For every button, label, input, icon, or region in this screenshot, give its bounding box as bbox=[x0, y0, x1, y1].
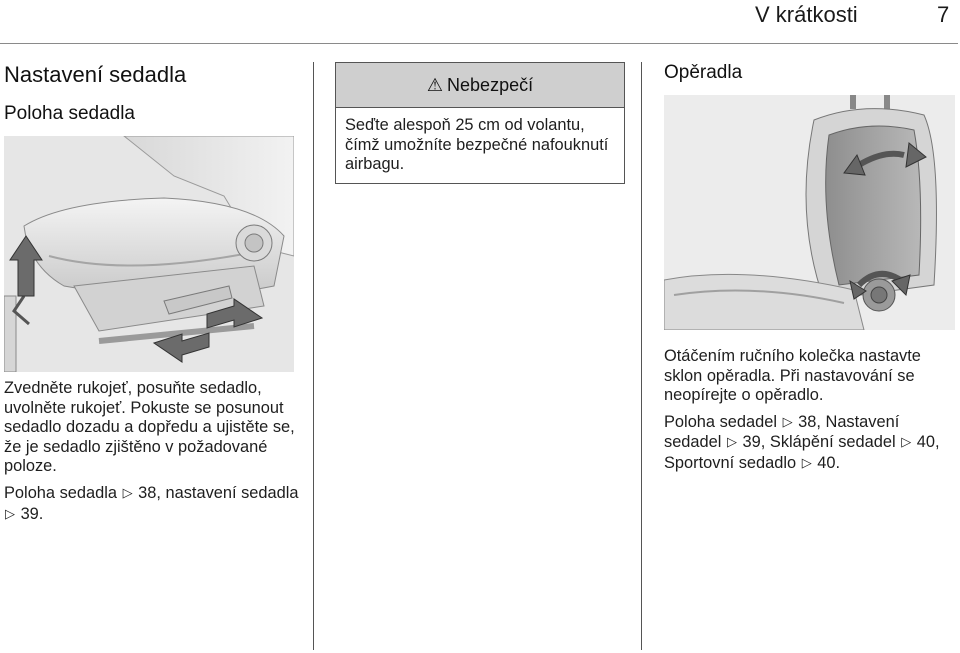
reference-text: Poloha sedadel bbox=[664, 412, 778, 431]
backrest-paragraph: Otáčením ručního kolečka nastavte sklon opěradla. Při nastavování se neopírejte o opěradlo. bbox=[664, 347, 921, 405]
section-heading: Nastavení sedadla bbox=[4, 62, 187, 87]
header-rule bbox=[0, 43, 958, 44]
reference-text: Poloha sedadla bbox=[4, 483, 118, 502]
reference-text: , nastavení sedadla bbox=[156, 483, 299, 502]
seat-position-instructions bbox=[4, 379, 304, 530]
warning-box bbox=[335, 62, 625, 184]
reference-page-link[interactable]: 38 bbox=[138, 483, 157, 502]
seat-position-references bbox=[4, 483, 304, 524]
page-number: 7 bbox=[937, 2, 950, 27]
backrest-heading: Opěradla bbox=[664, 62, 743, 83]
column-divider-1 bbox=[313, 62, 314, 650]
backrest-references bbox=[664, 412, 954, 474]
cross-reference-icon: ▷ bbox=[782, 413, 793, 429]
cross-reference-icon: ▷ bbox=[801, 454, 812, 470]
reference-page-link[interactable]: 40. bbox=[817, 453, 841, 472]
reference-page-link[interactable]: 39, Sklápění sedadel bbox=[742, 433, 896, 452]
subsection-heading: Poloha sedadla bbox=[4, 103, 135, 124]
column-divider-2 bbox=[641, 62, 642, 650]
reference-page-link[interactable]: 39. bbox=[20, 504, 44, 523]
backrest-illustration bbox=[664, 95, 955, 330]
reference-page-link[interactable]: 38, Nastavení sedadel bbox=[664, 412, 900, 452]
backrest-instructions bbox=[664, 347, 954, 480]
warning-title: Nebezpečí bbox=[447, 74, 534, 95]
running-head: V krátkosti bbox=[755, 2, 858, 27]
seat-position-paragraph: Zvedněte rukojeť, posuňte sedadlo, uvolněte rukojeť. Pokuste se posunout sedadlo dozadu a dopředu a ujistěte se, že je sedadlo zjištěno v požadované poloze. bbox=[4, 379, 295, 476]
seat-position-illustration bbox=[4, 136, 294, 372]
warning-icon: ⚠ bbox=[426, 74, 444, 95]
cross-reference-icon: ▷ bbox=[901, 434, 912, 450]
cross-reference-icon: ▷ bbox=[122, 484, 133, 500]
warning-header bbox=[336, 63, 624, 108]
warning-text: Seďte alespoň 25 cm od volantu, čímž umožníte bezpečné nafouknutí airbagu. bbox=[345, 116, 609, 174]
cross-reference-icon: ▷ bbox=[5, 505, 15, 521]
cross-reference-icon: ▷ bbox=[726, 434, 737, 450]
reference-page-link[interactable]: 40, Sportovní sedadlo bbox=[664, 433, 940, 472]
